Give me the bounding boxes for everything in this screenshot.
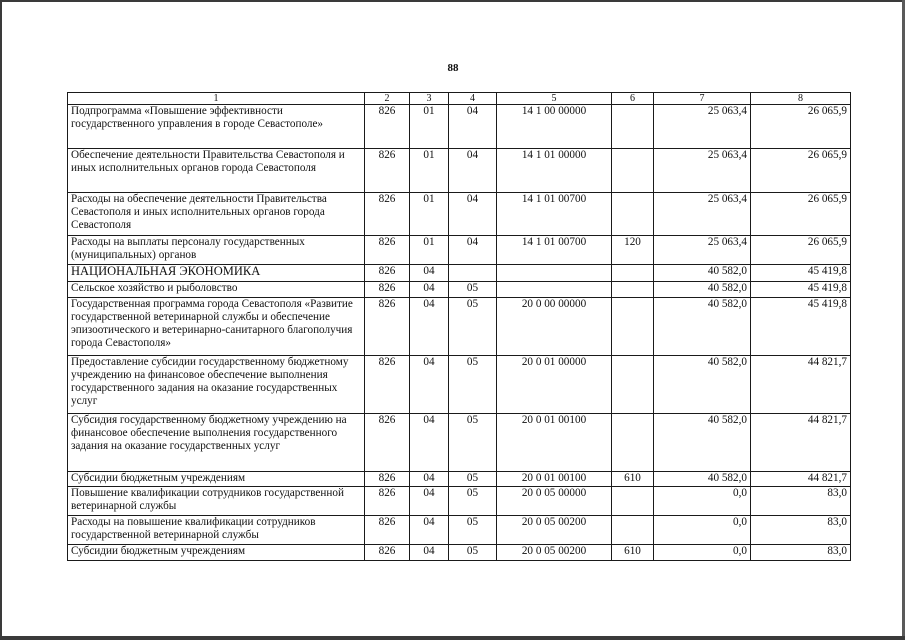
row-target: 14 1 01 00000 — [497, 149, 612, 193]
row-name: Государственная программа города Севастополя «Развитие государственной ветеринарной службы и обеспечение эпизоотического и ветеринарно-санитарного благополучия города Севастополя» — [68, 298, 365, 356]
page-border-left — [0, 0, 2, 640]
row-type — [612, 149, 654, 193]
row-subsection: 04 — [449, 193, 497, 236]
row-subsection: 05 — [449, 298, 497, 356]
header-cell: 7 — [654, 93, 751, 105]
table-row — [68, 236, 851, 265]
row-code: 826 — [365, 414, 410, 472]
header-cell: 4 — [449, 93, 497, 105]
row-sum-1: 40 582,0 — [654, 265, 751, 282]
row-subsection: 04 — [449, 236, 497, 265]
row-section: 04 — [410, 487, 449, 516]
row-section: 01 — [410, 149, 449, 193]
row-sum-2: 45 419,8 — [751, 298, 851, 356]
table-row — [68, 149, 851, 193]
row-sum-2: 26 065,9 — [751, 149, 851, 193]
row-name: НАЦИОНАЛЬНАЯ ЭКОНОМИКА — [68, 265, 365, 282]
row-subsection: 05 — [449, 356, 497, 414]
row-target: 20 0 01 00100 — [497, 414, 612, 472]
row-code: 826 — [365, 545, 410, 561]
row-sum-2: 45 419,8 — [751, 265, 851, 282]
row-name: Повышение квалификации сотрудников государственной ветеринарной службы — [68, 487, 365, 516]
row-section: 01 — [410, 236, 449, 265]
row-sum-2: 83,0 — [751, 516, 851, 545]
row-subsection: 04 — [449, 105, 497, 149]
page-border-bottom — [0, 636, 905, 640]
row-code: 826 — [365, 265, 410, 282]
table-header-row — [68, 93, 851, 105]
row-type — [612, 414, 654, 472]
row-target: 20 0 01 00100 — [497, 472, 612, 487]
header-cell: 8 — [751, 93, 851, 105]
row-sum-2: 44 821,7 — [751, 414, 851, 472]
row-section: 04 — [410, 356, 449, 414]
header-cell: 3 — [410, 93, 449, 105]
row-section: 04 — [410, 282, 449, 298]
row-sum-1: 0,0 — [654, 516, 751, 545]
row-name: Подпрограмма «Повышение эффективности государственного управления в городе Севастополе» — [68, 105, 365, 149]
row-code: 826 — [365, 472, 410, 487]
row-name: Субсидия государственному бюджетному учреждению на финансовое обеспечение выполнения государственного задания на оказание государственных услуг — [68, 414, 365, 472]
page-border-top — [0, 0, 905, 2]
row-sum-1: 40 582,0 — [654, 414, 751, 472]
row-code: 826 — [365, 236, 410, 265]
table-row — [68, 472, 851, 487]
header-cell: 1 — [68, 93, 365, 105]
table-row — [68, 487, 851, 516]
row-section: 01 — [410, 105, 449, 149]
row-code: 826 — [365, 487, 410, 516]
row-type — [612, 105, 654, 149]
row-sum-1: 40 582,0 — [654, 472, 751, 487]
table-row — [68, 193, 851, 236]
row-section: 04 — [410, 298, 449, 356]
header-cell: 5 — [497, 93, 612, 105]
row-name: Субсидии бюджетным учреждениям — [68, 472, 365, 487]
row-type — [612, 487, 654, 516]
row-type — [612, 516, 654, 545]
row-code: 826 — [365, 149, 410, 193]
row-sum-2: 26 065,9 — [751, 236, 851, 265]
row-code: 826 — [365, 105, 410, 149]
row-target — [497, 265, 612, 282]
row-code: 826 — [365, 356, 410, 414]
row-code: 826 — [365, 193, 410, 236]
row-section: 04 — [410, 265, 449, 282]
row-sum-1: 25 063,4 — [654, 193, 751, 236]
row-target: 14 1 01 00700 — [497, 236, 612, 265]
table-row — [68, 516, 851, 545]
row-sum-2: 44 821,7 — [751, 356, 851, 414]
table-row — [68, 356, 851, 414]
row-target — [497, 282, 612, 298]
row-target: 20 0 05 00200 — [497, 545, 612, 561]
row-target: 20 0 00 00000 — [497, 298, 612, 356]
row-section: 01 — [410, 193, 449, 236]
row-sum-2: 45 419,8 — [751, 282, 851, 298]
row-target: 14 1 00 00000 — [497, 105, 612, 149]
row-sum-2: 26 065,9 — [751, 193, 851, 236]
page-number: 88 — [447, 62, 459, 74]
row-subsection: 04 — [449, 149, 497, 193]
row-name: Субсидии бюджетным учреждениям — [68, 545, 365, 561]
row-sum-2: 26 065,9 — [751, 105, 851, 149]
row-type: 120 — [612, 236, 654, 265]
row-sum-1: 0,0 — [654, 545, 751, 561]
row-type — [612, 356, 654, 414]
row-sum-2: 83,0 — [751, 545, 851, 561]
row-sum-1: 25 063,4 — [654, 149, 751, 193]
row-sum-1: 0,0 — [654, 487, 751, 516]
table-row — [68, 545, 851, 561]
row-type: 610 — [612, 472, 654, 487]
table-row — [68, 105, 851, 149]
table-row — [68, 265, 851, 282]
row-section: 04 — [410, 472, 449, 487]
row-sum-1: 40 582,0 — [654, 298, 751, 356]
table-row — [68, 414, 851, 472]
row-name: Предоставление субсидии государственному бюджетному учреждению на финансовое обеспечение выполнения государственного задания на оказание государственных услуг — [68, 356, 365, 414]
row-target: 20 0 01 00000 — [497, 356, 612, 414]
header-cell: 2 — [365, 93, 410, 105]
row-subsection: 05 — [449, 545, 497, 561]
row-name: Сельское хозяйство и рыболовство — [68, 282, 365, 298]
row-sum-2: 44 821,7 — [751, 472, 851, 487]
row-type — [612, 298, 654, 356]
row-sum-2: 83,0 — [751, 487, 851, 516]
budget-table — [67, 92, 851, 561]
row-section: 04 — [410, 516, 449, 545]
row-target: 20 0 05 00200 — [497, 516, 612, 545]
row-name: Расходы на повышение квалификации сотрудников государственной ветеринарной службы — [68, 516, 365, 545]
row-code: 826 — [365, 282, 410, 298]
header-cell: 6 — [612, 93, 654, 105]
row-target: 20 0 05 00000 — [497, 487, 612, 516]
row-code: 826 — [365, 516, 410, 545]
row-name: Обеспечение деятельности Правительства Севастополя и иных исполнительных органов города Севастополя — [68, 149, 365, 193]
row-subsection: 05 — [449, 487, 497, 516]
row-sum-1: 40 582,0 — [654, 356, 751, 414]
table-row — [68, 298, 851, 356]
row-type: 610 — [612, 545, 654, 561]
row-subsection: 05 — [449, 516, 497, 545]
row-section: 04 — [410, 414, 449, 472]
table-row — [68, 282, 851, 298]
row-type — [612, 282, 654, 298]
row-subsection: 05 — [449, 414, 497, 472]
row-subsection — [449, 265, 497, 282]
row-sum-1: 40 582,0 — [654, 282, 751, 298]
row-sum-1: 25 063,4 — [654, 105, 751, 149]
row-section: 04 — [410, 545, 449, 561]
row-type — [612, 193, 654, 236]
row-target: 14 1 01 00700 — [497, 193, 612, 236]
row-type — [612, 265, 654, 282]
row-name: Расходы на обеспечение деятельности Правительства Севастополя и иных исполнительных органов города Севастополя — [68, 193, 365, 236]
row-sum-1: 25 063,4 — [654, 236, 751, 265]
row-code: 826 — [365, 298, 410, 356]
row-name: Расходы на выплаты персоналу государственных (муниципальных) органов — [68, 236, 365, 265]
row-subsection: 05 — [449, 472, 497, 487]
row-subsection: 05 — [449, 282, 497, 298]
